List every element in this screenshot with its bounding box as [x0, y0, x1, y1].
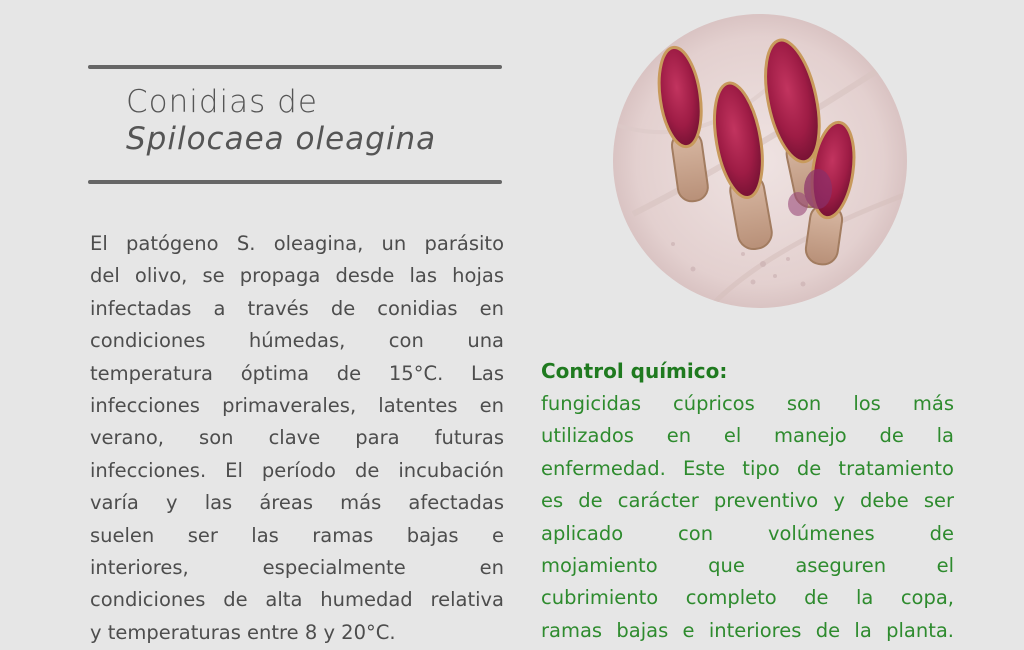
- control-line: mojamiento que aseguren el: [541, 554, 954, 578]
- control-heading: Control químico:: [541, 359, 728, 383]
- control-line: enfermedad. Este tipo de tratamiento: [541, 456, 954, 480]
- description-paragraph: [90, 228, 504, 649]
- description-line: condiciones húmedas, con una: [90, 329, 504, 353]
- section-title: [126, 84, 486, 158]
- description-line: infecciones. El período de incubación: [90, 458, 504, 482]
- control-line: aplicado con volúmenes de: [541, 521, 954, 545]
- control-line: es de carácter preventivo y debe ser: [541, 489, 954, 513]
- micrograph-illustration: [613, 14, 907, 308]
- description-line: infecciones primaverales, latentes en: [90, 394, 504, 418]
- description-line: condiciones de alta humedad relativa: [90, 588, 504, 612]
- description-line: y temperaturas entre 8 y 20°C.: [90, 620, 396, 644]
- description-line: del olivo, se propaga desde las hojas: [90, 264, 504, 288]
- description-line: suelen ser las ramas bajas e: [90, 523, 504, 547]
- description-line: El patógeno S. oleagina, un parásito: [90, 232, 504, 255]
- control-line: fungicidas cúpricos son los más: [541, 392, 954, 415]
- control-line: ramas bajas e interiores de la planta.: [541, 618, 954, 642]
- control-paragraph: [541, 388, 954, 647]
- description-line: varía y las áreas más afectadas: [90, 491, 504, 515]
- description-line: infectadas a través de conidias en: [90, 296, 504, 320]
- title-line-2-species: Spilocaea oleagina: [126, 121, 437, 157]
- description-line: verano, son clave para futuras: [90, 426, 504, 450]
- description-line: interiores, especialmente en: [90, 556, 504, 580]
- description-line: temperatura óptima de 15°C. Las: [90, 361, 504, 385]
- conidia-micrograph-image: [613, 14, 907, 308]
- control-line: cubrimiento completo de la copa,: [541, 586, 954, 610]
- title-top-rule: [88, 65, 502, 69]
- title-line-1: Conidias de: [126, 84, 318, 120]
- title-bottom-rule: [88, 180, 502, 184]
- control-line: utilizados en el manejo de la: [541, 424, 954, 448]
